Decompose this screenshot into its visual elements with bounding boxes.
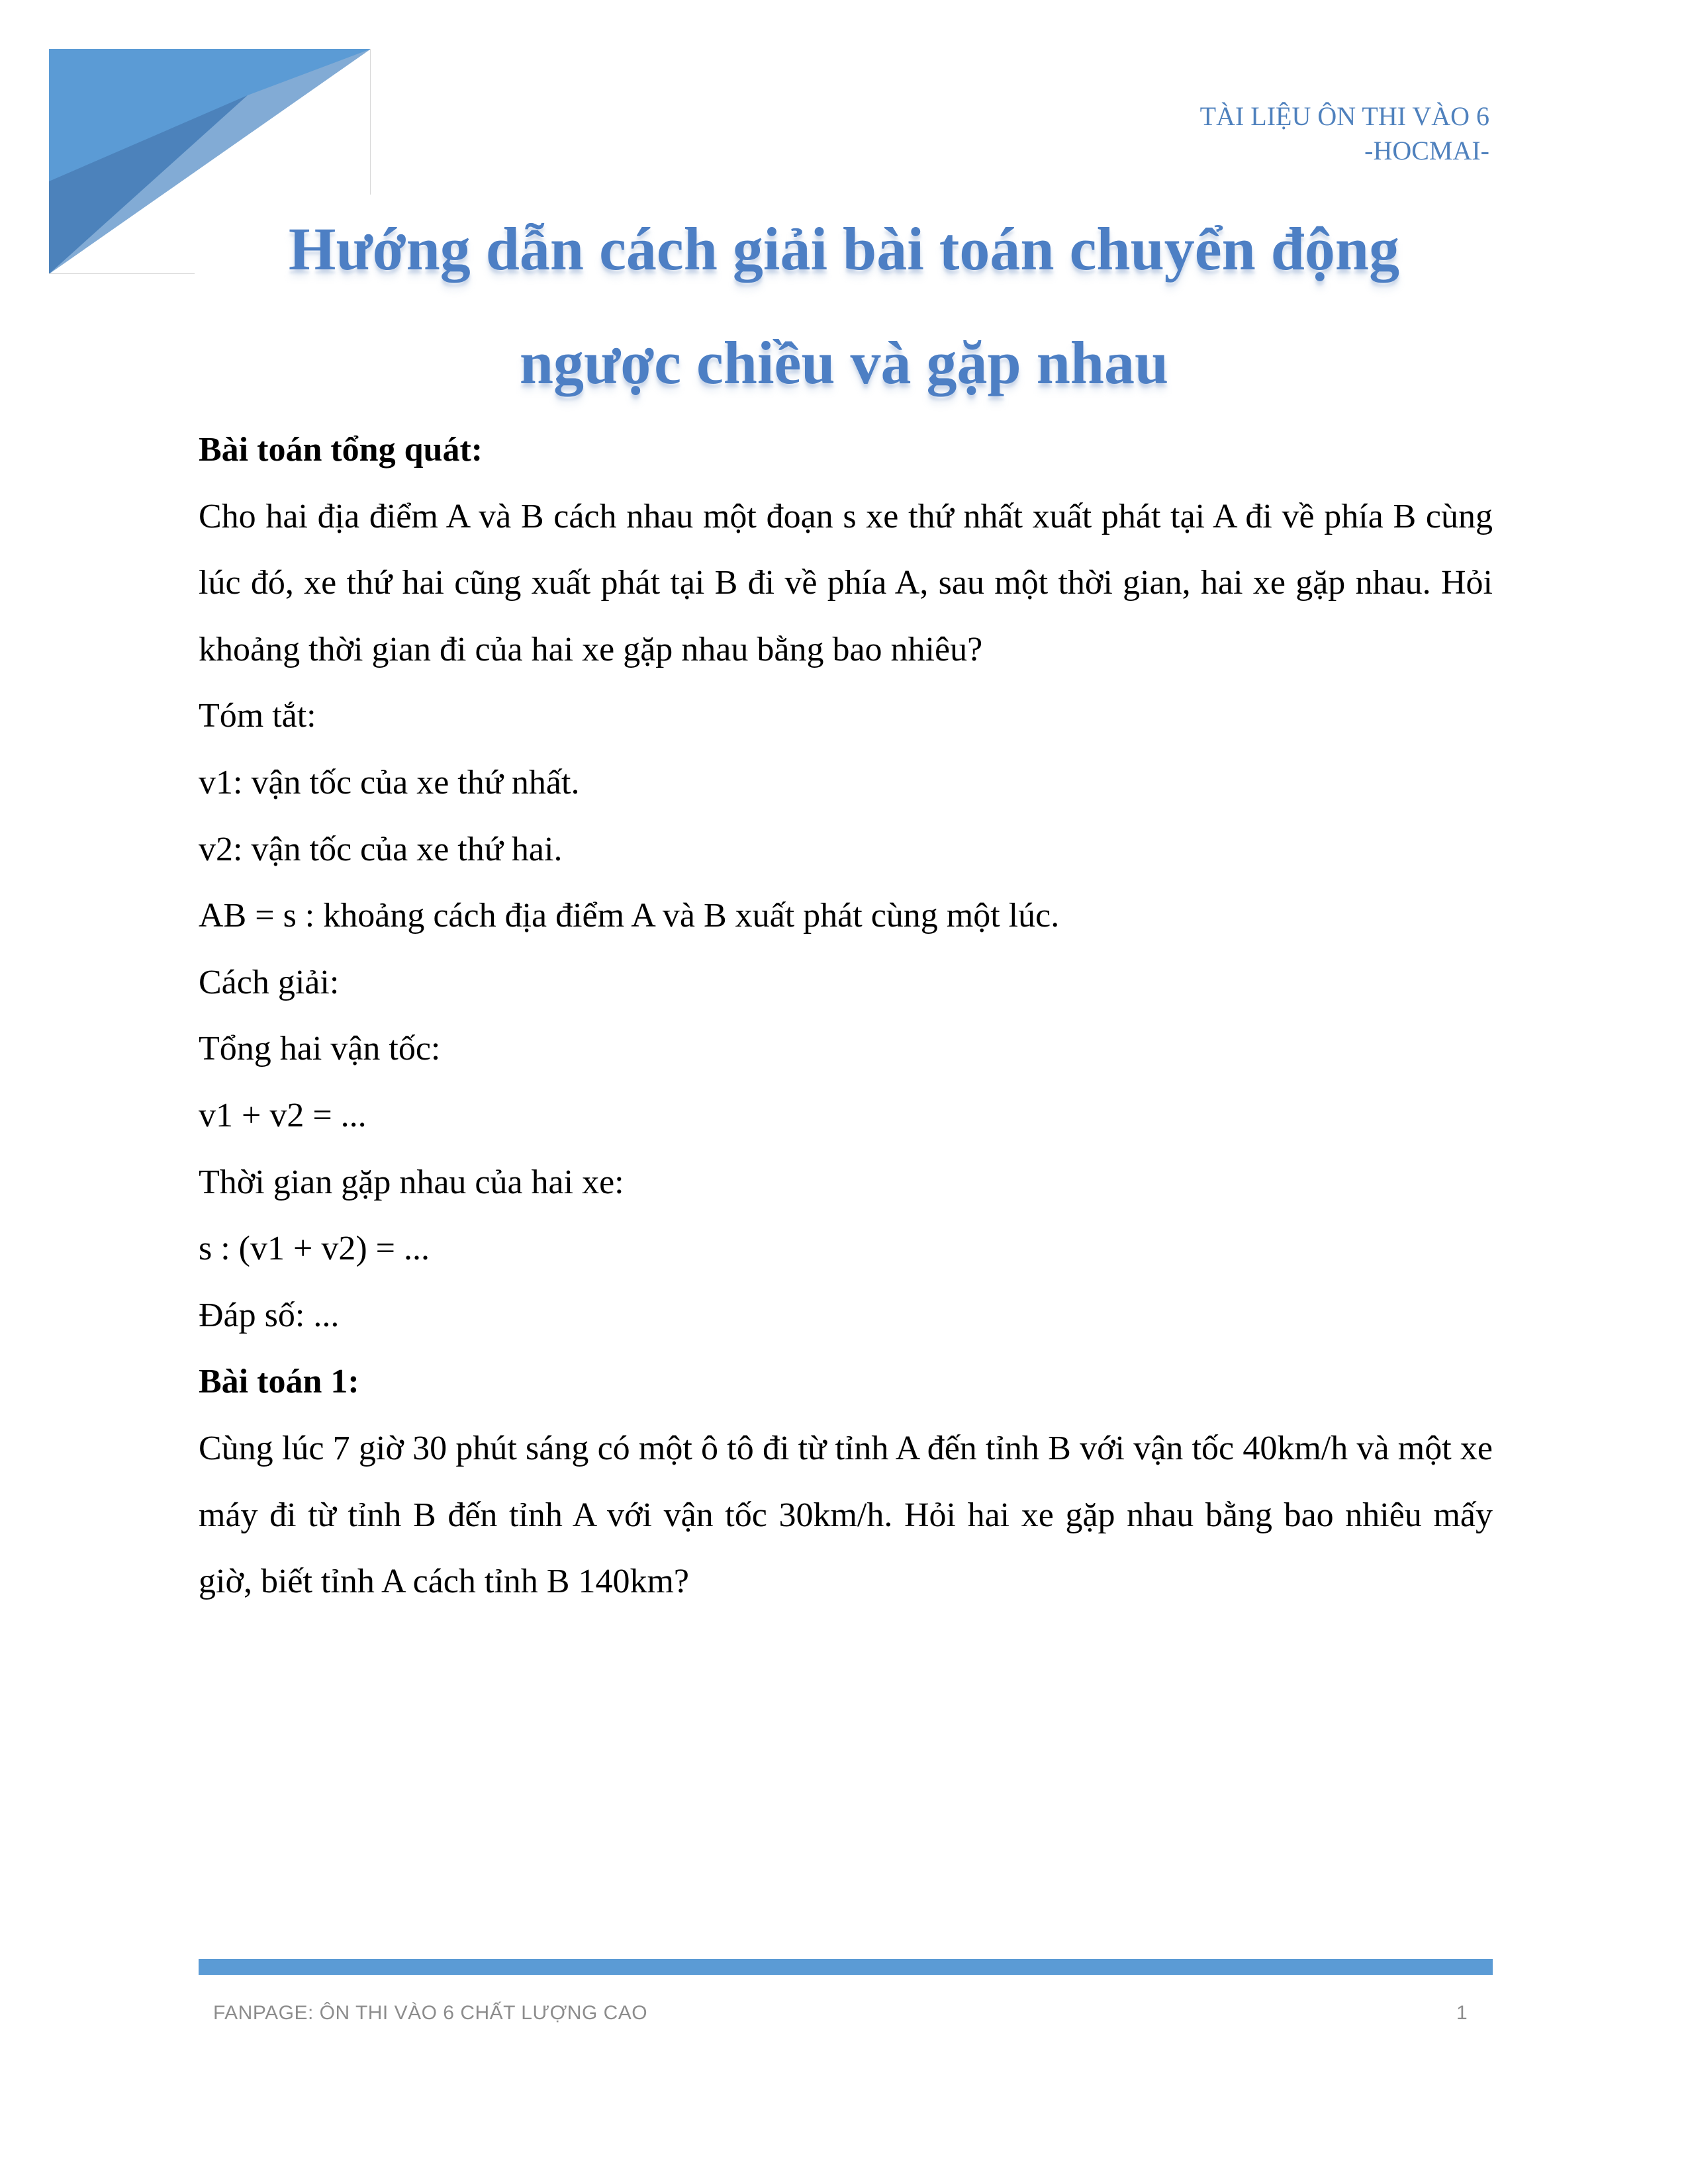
title-line-1: Hướng dẫn cách giải bài toán chuyển động bbox=[288, 215, 1400, 283]
summary-heading: Tóm tắt: bbox=[199, 697, 316, 735]
problem1-heading: Bài toán 1: bbox=[199, 1363, 359, 1401]
time-formula: s : (v1 + v2) = ... bbox=[199, 1230, 430, 1268]
footer-divider bbox=[199, 1959, 1493, 1975]
sum-formula: v1 + v2 = ... bbox=[199, 1096, 367, 1134]
summary-v2: v2: vận tốc của xe thứ hai. bbox=[199, 830, 563, 868]
summary-v1: v1: vận tốc của xe thứ nhất. bbox=[199, 763, 580, 801]
page-number: 1 bbox=[1456, 2002, 1468, 2024]
time-label: Thời gian gặp nhau của hai xe: bbox=[199, 1163, 624, 1201]
footer-text: FANPAGE: ÔN THI VÀO 6 CHẤT LƯỢNG CAO bbox=[213, 2002, 648, 2024]
general-problem: Cho hai địa điểm A và B cách nhau một đoạn s xe thứ nhất xuất phát tại A đi về phía B cùng lúc đó, xe thứ hai cũng xuất phát tại B đi về phía A, sau một thời gian, hai xe gặp nhau. Hỏi khoảng thời gian đi của hai xe gặp nhau bằng bao nhiêu? bbox=[199, 497, 1493, 668]
page-title bbox=[132, 192, 1556, 420]
general-heading: Bài toán tổng quát: bbox=[199, 431, 483, 469]
summary-s: AB = s : khoảng cách địa điểm A và B xuất phát cùng một lúc. bbox=[199, 897, 1060, 935]
solution-heading: Cách giải: bbox=[199, 963, 340, 1001]
sum-label: Tổng hai vận tốc: bbox=[199, 1030, 441, 1068]
document-header bbox=[1200, 99, 1489, 168]
header-line-2: -HOCMAI- bbox=[1364, 136, 1489, 165]
header-line-1: TÀI LIỆU ÔN THI VÀO 6 bbox=[1199, 101, 1489, 131]
title-line-2: ngược chiều và gặp nhau bbox=[519, 329, 1169, 396]
document-body bbox=[199, 417, 1493, 1615]
answer-line: Đáp số: ... bbox=[199, 1296, 340, 1334]
problem1-text: Cùng lúc 7 giờ 30 phút sáng có một ô tô đi từ tỉnh A đến tỉnh B với vận tốc 40km/h và một xe máy đi từ tỉnh B đến tỉnh A với vận tốc 30km/h. Hỏi hai xe gặp nhau bằng bao nhiêu mấy giờ, biết tỉnh A cách tỉnh B 140km? bbox=[199, 1429, 1493, 1601]
